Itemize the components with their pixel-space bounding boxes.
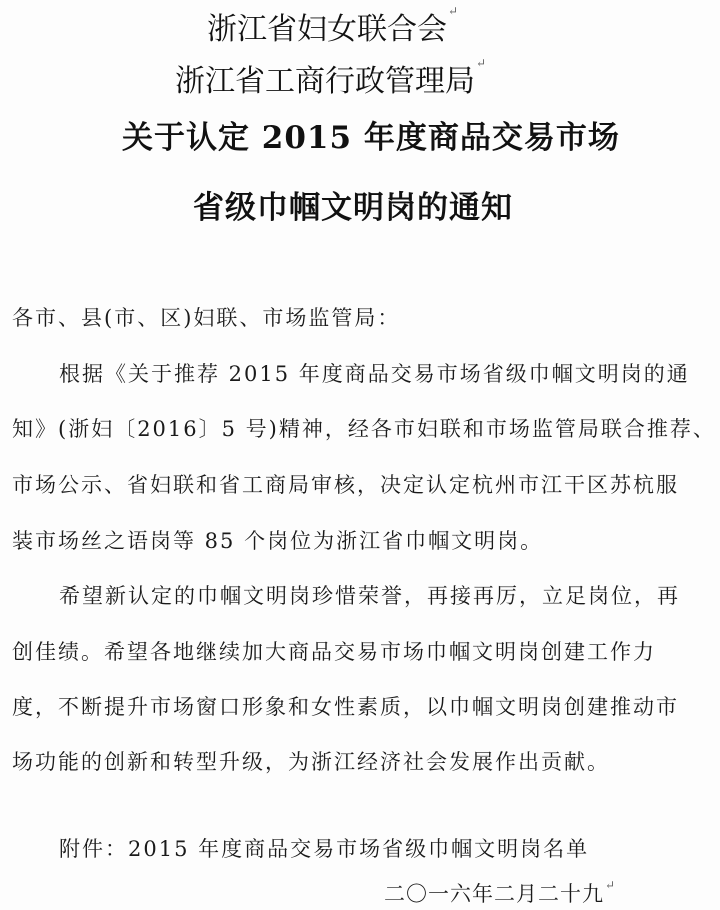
paragraph-1-line-4: 装市场丝之语岗等 85 个岗位为浙江省巾帼文明岗。: [12, 529, 544, 553]
paragraph-2-line-4: 场功能的创新和转型升级，为浙江经济社会发展作出贡献。: [12, 750, 610, 774]
paragraph-1-line-3: 市场公示、省妇联和省工商局审核，决定认定杭州市江干区苏杭服: [12, 473, 679, 497]
return-mark: ↵: [476, 56, 487, 70]
salutation: 各市、县(市、区)妇联、市场监管局：: [12, 306, 401, 330]
paragraph-1-line-1: 根据《关于推荐 2015 年度商品交易市场省级巾帼文明岗的通: [59, 362, 690, 386]
return-mark: ↵: [448, 4, 459, 18]
document-title-line-2: 省级巾帼文明岗的通知: [193, 190, 513, 226]
paragraph-1-line-2: 知》(浙妇〔2016〕5 号)精神，经各市妇联和市场监管局联合推荐、: [12, 417, 716, 441]
paragraph-2-line-3: 度，不断提升市场窗口形象和女性素质，以巾帼文明岗创建推动市: [12, 695, 679, 719]
issuer-women-federation: 浙江省妇女联合会: [207, 12, 447, 47]
document-title-line-1: 关于认定 2015 年度商品交易市场: [122, 120, 620, 156]
paragraph-2-line-1: 希望新认定的巾帼文明岗珍惜荣誉，再接再厉，立足岗位，再: [59, 584, 680, 608]
issuer-line-1: [207, 4, 458, 48]
paragraph-2-line-2: 创佳绩。希望各地继续加大商品交易市场巾帼文明岗创建工作力: [12, 640, 656, 664]
attachment-line: 附件：2015 年度商品交易市场省级巾帼文明岗名单: [59, 837, 590, 861]
issue-date-line: [384, 878, 615, 908]
issue-date: 二〇一六年二月二十九: [384, 882, 604, 906]
return-mark: ↵: [605, 878, 616, 892]
issuer-line-2: [175, 56, 486, 100]
issuer-commerce-bureau: 浙江省工商行政管理局: [175, 64, 475, 99]
